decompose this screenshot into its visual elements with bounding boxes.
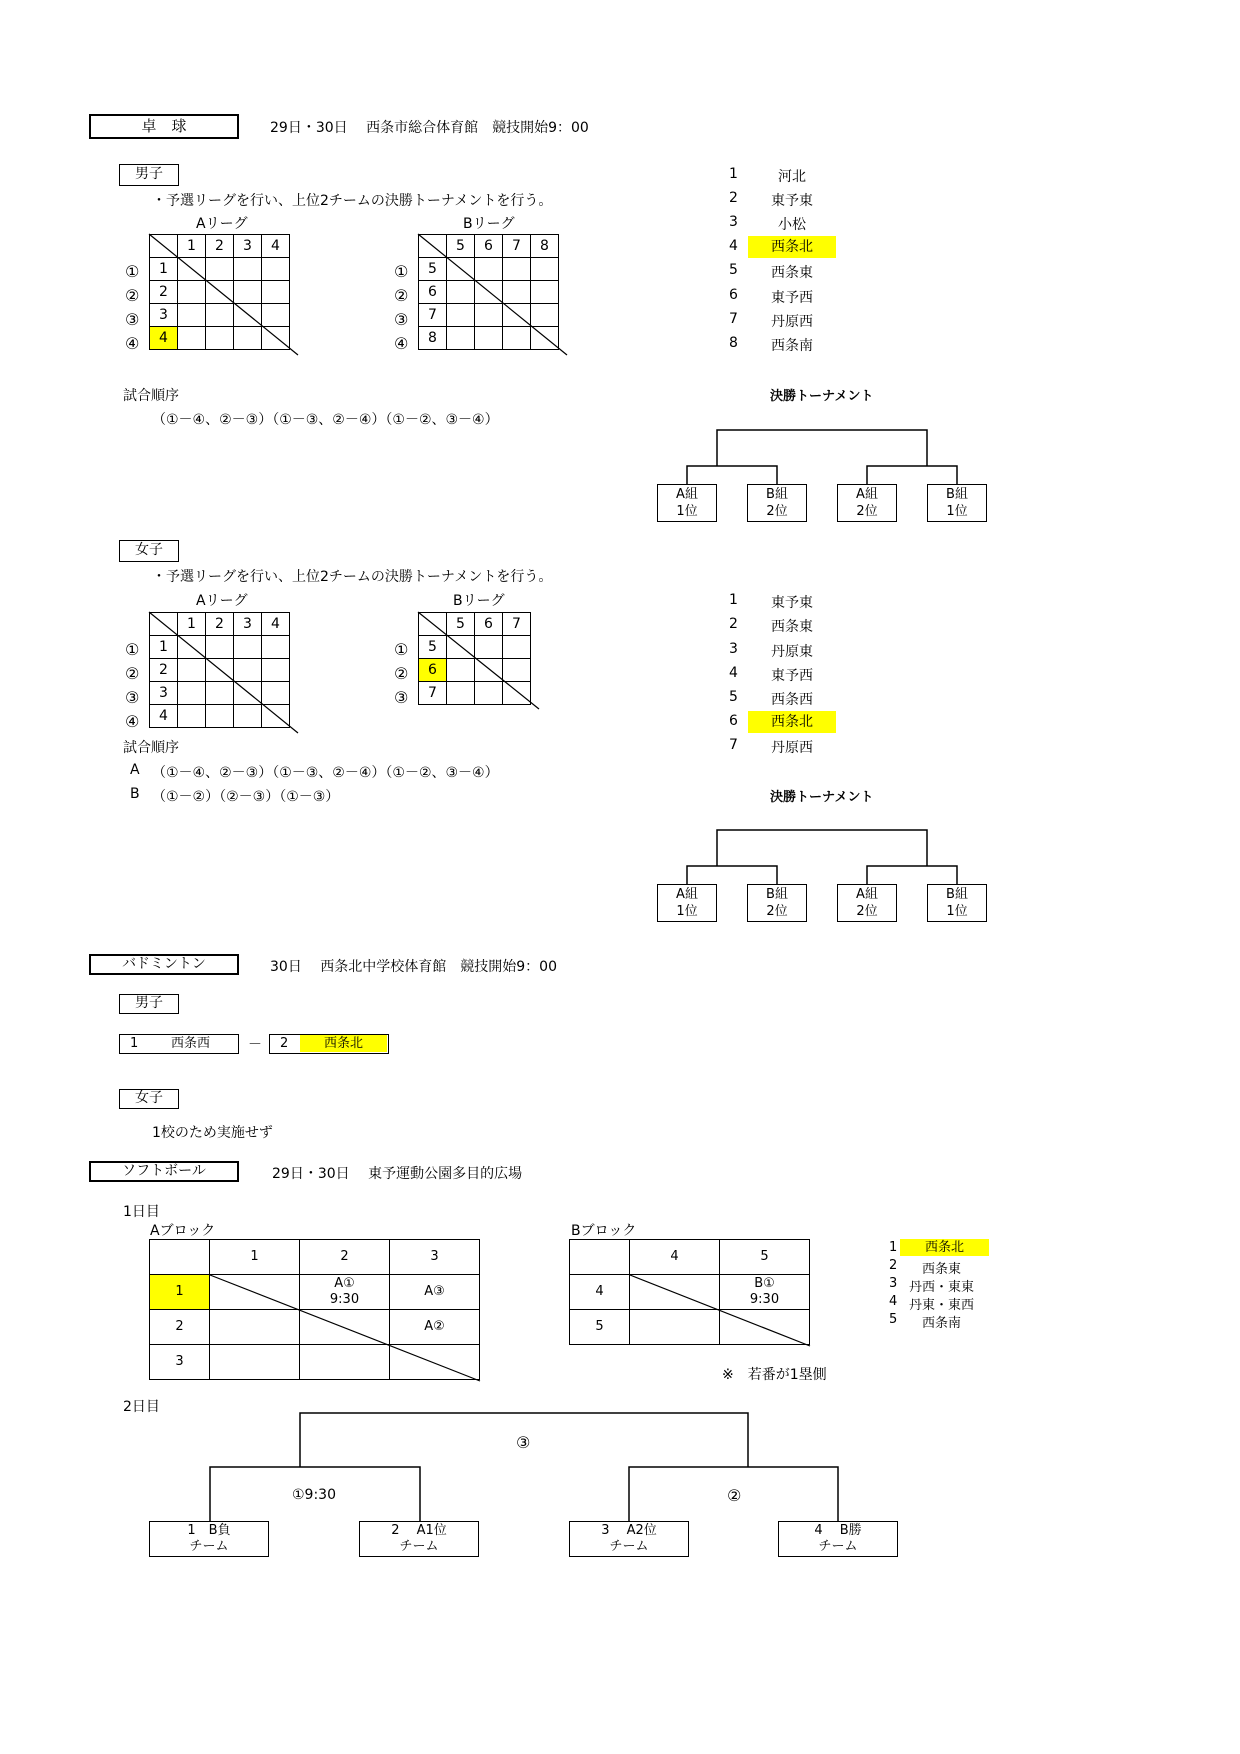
softball-info: 29日・30日 東予運動公園多目的広場 [272, 1166, 523, 1182]
tt-girls-final-title: 決勝トーナメント [770, 790, 874, 805]
tt-boys-final-box-3: A組 2位 [837, 484, 897, 522]
bd-girls-label: 女子 [119, 1089, 179, 1109]
bd-girls-note: 1校のため実施せず [152, 1125, 273, 1141]
bd-match-dash: － [248, 1037, 262, 1053]
tt-boys-final-box-4: B組 1位 [927, 484, 987, 522]
tt-girls-b-title: Bリーグ [453, 593, 505, 609]
tt-boys-a-title: Aリーグ [196, 216, 248, 232]
tt-girls-final-box-1: A組 1位 [657, 884, 717, 922]
bd-boys-label: 男子 [119, 994, 179, 1014]
tt-girls-label: 女子 [119, 540, 179, 562]
sb-day2-box-1: 1 B負 チーム [149, 1521, 269, 1557]
tt-boys-a-mark-3: ③ [125, 310, 140, 329]
sb-a-block-title: Aブロック [150, 1223, 216, 1239]
table-tennis-title: 卓 球 [89, 114, 239, 139]
tt-boys-team-highlight: 西条北 [748, 236, 836, 258]
tt-boys-final-box-1: A組 1位 [657, 484, 717, 522]
sb-match-2: ② [727, 1486, 742, 1505]
tt-boys-final-title: 決勝トーナメント [770, 389, 874, 404]
tt-girls-desc: ・予選リーグを行い、上位2チームの決勝トーナメントを行う。 [152, 569, 553, 585]
sb-day1-label: 1日目 [123, 1204, 160, 1220]
tt-boys-a-league-table: 1 2 3 4 1 2 3 4 [149, 234, 290, 350]
tt-boys-a-row4-highlight: 4 [150, 327, 178, 350]
sb-day2-box-2: 2 A1位 チーム [359, 1521, 479, 1557]
tt-girls-a-mark-1: ① [125, 640, 140, 659]
tt-boys-b-mark-2: ② [394, 286, 409, 305]
bd-team-2-no: 2 [280, 1036, 289, 1051]
tt-girls-final-box-4: B組 1位 [927, 884, 987, 922]
tt-girls-final-box-3: A組 2位 [837, 884, 897, 922]
tt-girls-b-mark-1: ① [394, 640, 409, 659]
sb-b-block-title: Bブロック [571, 1223, 637, 1239]
tt-girls-order-a-label: A [130, 762, 140, 778]
tt-boys-b-mark-1: ① [394, 262, 409, 281]
tt-girls-order-b-label: B [130, 786, 140, 802]
sb-a-row1-highlight: 1 [150, 1275, 210, 1310]
tt-girls-order-b: （①－②）（②－③）（①－③） [152, 789, 340, 805]
badminton-info: 30日 西条北中学校体育館 競技開始9：00 [270, 959, 557, 975]
tt-boys-b-mark-3: ③ [394, 310, 409, 329]
tt-girls-a-title: Aリーグ [196, 593, 248, 609]
bd-team-1-no: 1 [130, 1036, 139, 1051]
tt-girls-a-mark-2: ② [125, 664, 140, 683]
tt-girls-b-mark-2: ② [394, 664, 409, 683]
softball-title: ソフトボール [89, 1161, 239, 1182]
tt-girls-a-mark-4: ④ [125, 712, 140, 731]
tt-girls-team-highlight: 西条北 [748, 711, 836, 733]
bd-team-2-name: 西条北 [300, 1035, 387, 1052]
sb-team-highlight: 西条北 [900, 1239, 989, 1256]
badminton-title: バドミントン [89, 954, 239, 975]
tt-girls-a-league-table: 1 2 3 4 1 2 3 4 [149, 612, 290, 728]
sb-note: ※ 若番が1塁側 [722, 1367, 827, 1383]
sb-match-3: ③ [516, 1433, 531, 1452]
tt-boys-desc: ・予選リーグを行い、上位2チームの決勝トーナメントを行う。 [152, 193, 553, 209]
tt-girls-final-box-2: B組 2位 [747, 884, 807, 922]
tt-boys-b-league-table: 5 6 7 8 5 6 7 8 [418, 234, 559, 350]
sb-day2-box-3: 3 A2位 チーム [569, 1521, 689, 1557]
table-tennis-info: 29日・30日 西条市総合体育館 競技開始9：00 [270, 120, 589, 136]
sb-a-block-table: 1 2 3 1 A① 9:30 A③ 2 A② 3 [149, 1239, 480, 1380]
sb-day2-box-4: 4 B勝 チーム [778, 1521, 898, 1557]
tt-boys-order-label: 試合順序 [123, 388, 179, 404]
sb-match-1: ①9:30 [292, 1487, 336, 1503]
bd-team-1-name: 西条西 [171, 1036, 211, 1051]
sb-day2-label: 2日目 [123, 1399, 160, 1415]
tt-boys-final-box-2: B組 2位 [747, 484, 807, 522]
tt-boys-b-mark-4: ④ [394, 334, 409, 353]
tt-girls-a-mark-3: ③ [125, 688, 140, 707]
tt-boys-a-mark-2: ② [125, 286, 140, 305]
tt-boys-a-mark-1: ① [125, 262, 140, 281]
tt-girls-b-league-table: 5 6 7 5 6 7 [418, 612, 531, 705]
tt-boys-label: 男子 [119, 164, 179, 186]
tt-girls-b-row6-highlight: 6 [419, 659, 447, 682]
tt-girls-order-label: 試合順序 [123, 740, 179, 756]
tt-girls-order-a: （①－④、②－③）（①－③、②－④）（①－②、③－④） [152, 765, 499, 781]
tt-boys-b-title: Bリーグ [463, 216, 515, 232]
tt-boys-a-mark-4: ④ [125, 334, 140, 353]
tt-girls-b-mark-3: ③ [394, 688, 409, 707]
sb-b-block-table: 4 5 4 B① 9:30 5 [569, 1239, 810, 1345]
tt-boys-order: （①－④、②－③）（①－③、②－④）（①－②、③－④） [152, 412, 499, 428]
